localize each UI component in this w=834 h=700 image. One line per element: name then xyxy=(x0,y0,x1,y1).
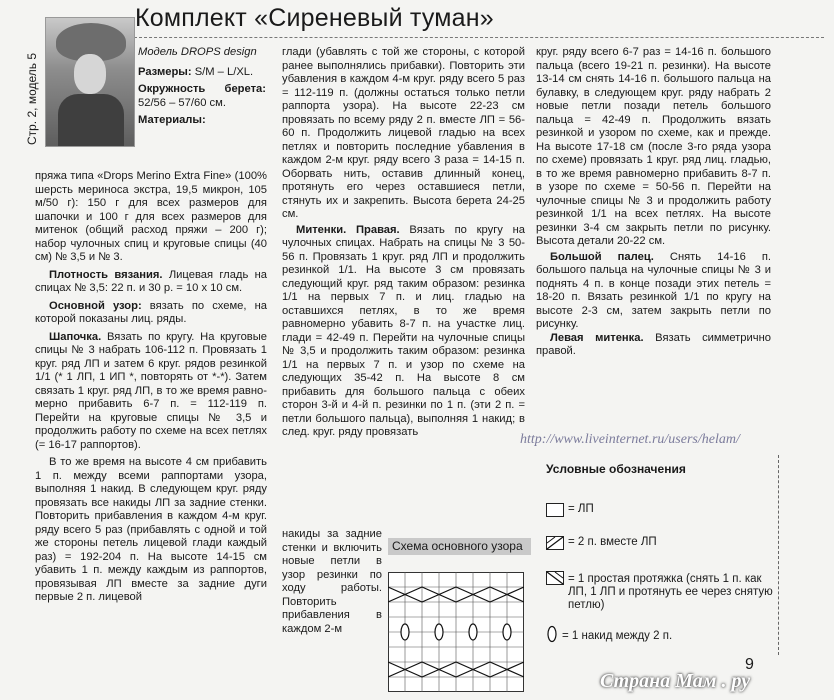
source-link[interactable]: http://www.liveinternet.ru/users/helam/ xyxy=(520,432,740,447)
head-label: Окружность берета: xyxy=(138,83,266,95)
page-title: Комплект «Сиреневый туман» xyxy=(135,4,494,32)
pattern-chart xyxy=(388,572,524,692)
skpo-icon xyxy=(546,571,564,585)
thumb-label: Большой палец. xyxy=(550,250,654,263)
page-edge-divider xyxy=(778,455,779,655)
hat-text-2: В то же время на высоте 4 см прибавить 1 п. между всеми раппортами узора, выполняя 1 накид. В следующем круг. ряду провязать все накиды ЛП за задние стенки. Повторить прибавления в каждом 4-м круг. ряду всего 5 раз (прибавлять с одной и той же стороны петель лицевой глади каждый раз) = 192-204 п. На высоте 14-15 см убавить 1 п. между каждым из раппортов, провязывая ЛП вместе за задние дуги первые 2 п. лицевой xyxy=(35,456,267,603)
hat-text: Вязать по кругу. На круговые спицы № 3 набрать 106-112 п. Провязать 1 круг. ряд ЛП и затем 6 круг. рядов резинкой 1/1 (* 1 ЛП, 1 ИП *, повторять от *-*). Затем связать 1 круг. ряд ЛП, в то же время равномерно прибавить 6-7 п. = 112-119 п. Перейти на круговые спицы № 3,5 и продолжить работу по схеме на всех петлях (= 16-17 раппортов). xyxy=(35,330,267,451)
hat-label: Шапочка. xyxy=(49,330,102,343)
square-icon xyxy=(546,503,564,517)
sizes-value: S/M – L/XL. xyxy=(194,65,254,78)
density-label: Плотность вязания. xyxy=(49,268,163,281)
materials-text: пряжа типа «Drops Merino Extra Fine» (100% шерсть мериноса экстра, 19,5 микрон, 105 м/50 г): 150 г для всех размеров для шапочки и 100 г для всех размеров для митенок (общий расход пряжи – 200 г); набор чулочных спиц и круговые спицы (40 см) № 3,5 и № 3. xyxy=(35,170,267,263)
thumb-text: Снять 14-16 п. большого пальца на чулочные спицы № 3 и поднять 4 п. в конце позади этих петель = 18-20 п. Вязать резинкой 1/1 по кругу на высоте 2-3 см, затем закрыть петли по рисунку. xyxy=(536,250,771,330)
left-mitten-label: Левая митенка. xyxy=(550,331,644,344)
schema-title: Схема основного узора xyxy=(388,538,531,555)
mitten-label: Митенки. Правая. xyxy=(296,223,400,236)
column-2-wrap xyxy=(282,528,382,636)
model-photo xyxy=(45,17,135,147)
k2tog-icon xyxy=(546,536,564,550)
side-label: Стр. 2, модель 5 xyxy=(25,52,39,146)
head-value: 52/56 – 57/60 см. xyxy=(138,96,226,109)
legend-item-k2tog: = 2 п. вместе ЛП xyxy=(568,536,657,548)
column-1 xyxy=(35,170,267,605)
yarn-over-icon xyxy=(546,625,558,643)
column-1-top xyxy=(138,46,266,128)
col2-text: глади (убавлять с той же стороны, с которой ранее выполнялись прибавки). Повторить эти убавления в каждом 4-м круг. ряду всего 5 раз = 112-119 п. (должны остаться только петли раппорта узора). На высоте 22-23 см провязать по всему ряду 2 п. вместе ЛП = 56-60 п. Продолжить лицевой гладью на всех петлях и повторить последние убавления в каждом 2-м круг. ряду всего 3 раза = 14-15 п. Оборвать нить, оставив длинный конец, протянуть его через оставшиеся петли, стянуть их и закрепить. Высота берета 24-25 см. xyxy=(282,46,525,220)
column-2 xyxy=(282,46,525,440)
legend-title: Условные обозначения xyxy=(546,462,686,476)
legend-item-yarn-over: = 1 накид между 2 п. xyxy=(562,630,673,642)
left-mitten-text: Вязать симметрично правой. xyxy=(536,331,771,357)
title-divider xyxy=(134,37,824,38)
density-text: Лицевая гладь на спицах № 3,5: 22 п. и 30 р. = 10 х 10 см. xyxy=(35,268,267,294)
model-credit: Модель DROPS design xyxy=(138,46,257,58)
sizes-label: Размеры: xyxy=(138,65,192,78)
column-3 xyxy=(536,46,771,359)
wrap-text: накиды за задние стенки и включить новые петли в узор резинки по ходу работы. Повторить прибавления в каждом 2-м xyxy=(282,528,382,635)
mitten-text: Вязать по кругу на чулочных спицах. Набрать на спицы № 3 50-56 п. Провязать 1 круг. ряд ЛП и продолжить резинкой 1/1. На высоте 3 см провязать следующий круг. ряд таким образом: резинка 1/1 на первых 7 п. и лиц. гладью на оставшихся петлях, в то же время равномерно убавить 8-7 п. на участке лиц. глади = 42-49 п. Перейти на чулочные спицы № 3,5 и продолжить таким образом: резинка 1/1 на первых 7 п. и узор по схеме на следующих 35-42 п. На высоте 8 см прибавить для большого пальца с обеих сторон 3-й и 4-й п. резинки по 1 п. (эти 2 п. = петли большого пальца), выполняя 1 накид; в след. круг. ряду провязать xyxy=(282,223,525,438)
materials-label: Материалы: xyxy=(138,114,206,126)
pattern-text: вязать по схеме, на которой показаны лиц. ряды. xyxy=(35,299,267,325)
legend-item-skpo: = 1 простая протяжка (снять 1 п. как ЛП, 1 ЛП и протянуть ее через снятую петлю) xyxy=(568,573,773,611)
page-number: 9 xyxy=(745,656,754,673)
legend-item-knit: = ЛП xyxy=(568,503,594,515)
col3-text: круг. ряду всего 6-7 раз = 14-16 п. большого пальца (всего 19-21 п. резинки). На высоте 13-14 см снять 14-16 п. большого пальца на булавку, в следующем круг. ряду набрать 2 новые петли позади петель большого пальца = 42-49 п. Продолжить вязать резинкой и узором по схеме, как и прежде. На высоте 17-18 см (после 3-го ряда узора по схеме) провязать 1 круг. ряд лиц. гладью, в то же время равномерно прибавить 8-7 п. в узоре по схеме = 50-56 п. Перейти на чулочные спицы № 3 и продолжить работу резинкой 1/1 на всех петлях. На высоте резинки 3-4 см закрыть петли по рисунку. Высота детали 20-22 см. xyxy=(536,46,771,247)
watermark: Страна Мам . ру xyxy=(600,670,751,692)
pattern-label: Основной узор: xyxy=(49,299,142,312)
